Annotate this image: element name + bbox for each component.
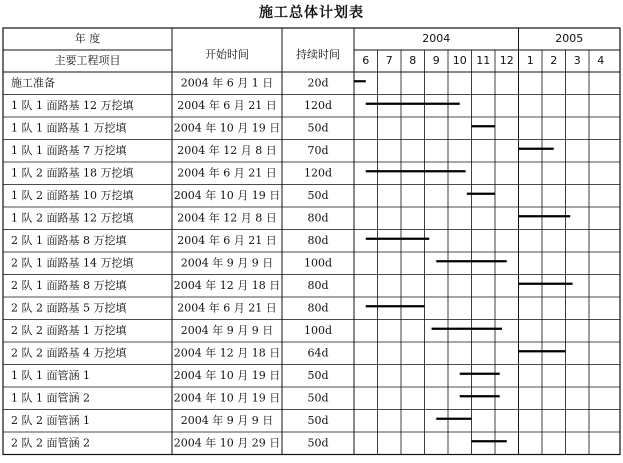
task-name: 2 队 1 面路基 8 万挖填 <box>11 233 127 247</box>
task-duration: 80d <box>307 211 329 225</box>
task-duration: 70d <box>307 143 329 157</box>
task-duration: 100d <box>303 323 333 337</box>
task-start-time: 2004 年 9 月 9 日 <box>180 323 274 337</box>
task-duration: 50d <box>307 368 329 382</box>
task-name: 施工准备 <box>11 76 55 90</box>
header-month: 7 <box>385 54 393 67</box>
task-duration: 64d <box>307 346 329 360</box>
task-name: 2 队 2 面路基 4 万挖填 <box>11 346 127 360</box>
task-start-time: 2004 年 6 月 21 日 <box>177 233 277 247</box>
task-start-time: 2004 年 10 月 19 日 <box>173 121 281 135</box>
header-year-label: 年 度 <box>74 32 101 45</box>
task-start-time: 2004 年 6 月 21 日 <box>177 301 277 315</box>
task-duration: 100d <box>303 256 333 270</box>
task-name: 1 队 1 面路基 7 万挖填 <box>11 143 127 157</box>
task-start-time: 2004 年 6 月 21 日 <box>177 166 277 180</box>
task-name: 2 队 2 面路基 1 万挖填 <box>11 323 127 337</box>
header-month: 12 <box>499 54 514 67</box>
task-name: 2 队 1 面路基 8 万挖填 <box>11 278 127 292</box>
task-duration: 50d <box>307 188 329 202</box>
task-name: 2 队 1 面路基 14 万挖填 <box>11 256 134 270</box>
task-start-time: 2004 年 10 月 19 日 <box>173 391 281 405</box>
task-name: 2 队 2 面路基 5 万挖填 <box>11 301 127 315</box>
task-start-time: 2004 年 12 月 18 日 <box>173 278 281 292</box>
header-project: 主要工程项目 <box>54 54 121 67</box>
header-month: 4 <box>597 54 605 67</box>
task-start-time: 2004 年 9 月 9 日 <box>180 256 274 270</box>
task-start-time: 2004 年 10 月 29 日 <box>173 436 281 450</box>
task-duration: 120d <box>303 166 333 180</box>
task-name: 1 队 1 面路基 1 万挖填 <box>11 121 127 135</box>
task-start-time: 2004 年 12 月 8 日 <box>177 143 277 157</box>
task-start-time: 2004 年 12 月 18 日 <box>173 346 281 360</box>
task-duration: 50d <box>307 121 329 135</box>
task-duration: 80d <box>307 301 329 315</box>
task-name: 1 队 2 面路基 12 万挖填 <box>11 211 134 225</box>
task-name: 1 队 1 面管涵 1 <box>11 368 90 382</box>
header-month: 8 <box>409 54 417 67</box>
header-start-time: 开始时间 <box>205 48 249 61</box>
task-duration: 20d <box>307 76 329 90</box>
task-name: 1 队 2 面路基 18 万挖填 <box>11 166 134 180</box>
header-month: 11 <box>476 54 491 67</box>
header-year-2004: 2004 <box>422 32 451 45</box>
header-month: 1 <box>526 54 534 67</box>
header-year-2005: 2005 <box>555 32 584 45</box>
task-start-time: 2004 年 6 月 21 日 <box>177 98 277 112</box>
task-duration: 80d <box>307 278 329 292</box>
task-duration: 80d <box>307 233 329 247</box>
header-duration: 持续时间 <box>296 48 340 61</box>
task-start-time: 2004 年 6 月 1 日 <box>180 76 274 90</box>
header-month: 10 <box>452 54 467 67</box>
task-name: 2 队 2 面管涵 1 <box>11 413 90 427</box>
table-title: 施工总体计划表 <box>259 5 364 21</box>
header-month: 3 <box>573 54 581 67</box>
task-name: 2 队 2 面管涵 2 <box>11 436 90 450</box>
task-name: 1 队 2 面路基 10 万挖填 <box>11 188 134 202</box>
header-month: 6 <box>362 54 370 67</box>
task-duration: 120d <box>303 98 333 112</box>
task-start-time: 2004 年 10 月 19 日 <box>173 368 281 382</box>
header-month: 2 <box>550 54 558 67</box>
header-month: 9 <box>432 54 440 67</box>
task-start-time: 2004 年 9 月 9 日 <box>180 413 274 427</box>
task-duration: 50d <box>307 391 329 405</box>
task-name: 1 队 1 面路基 12 万挖填 <box>11 98 134 112</box>
task-name: 1 队 1 面管涵 2 <box>11 391 90 405</box>
task-start-time: 2004 年 10 月 19 日 <box>173 188 281 202</box>
task-duration: 50d <box>307 436 329 450</box>
task-start-time: 2004 年 12 月 8 日 <box>177 211 277 225</box>
task-duration: 50d <box>307 413 329 427</box>
